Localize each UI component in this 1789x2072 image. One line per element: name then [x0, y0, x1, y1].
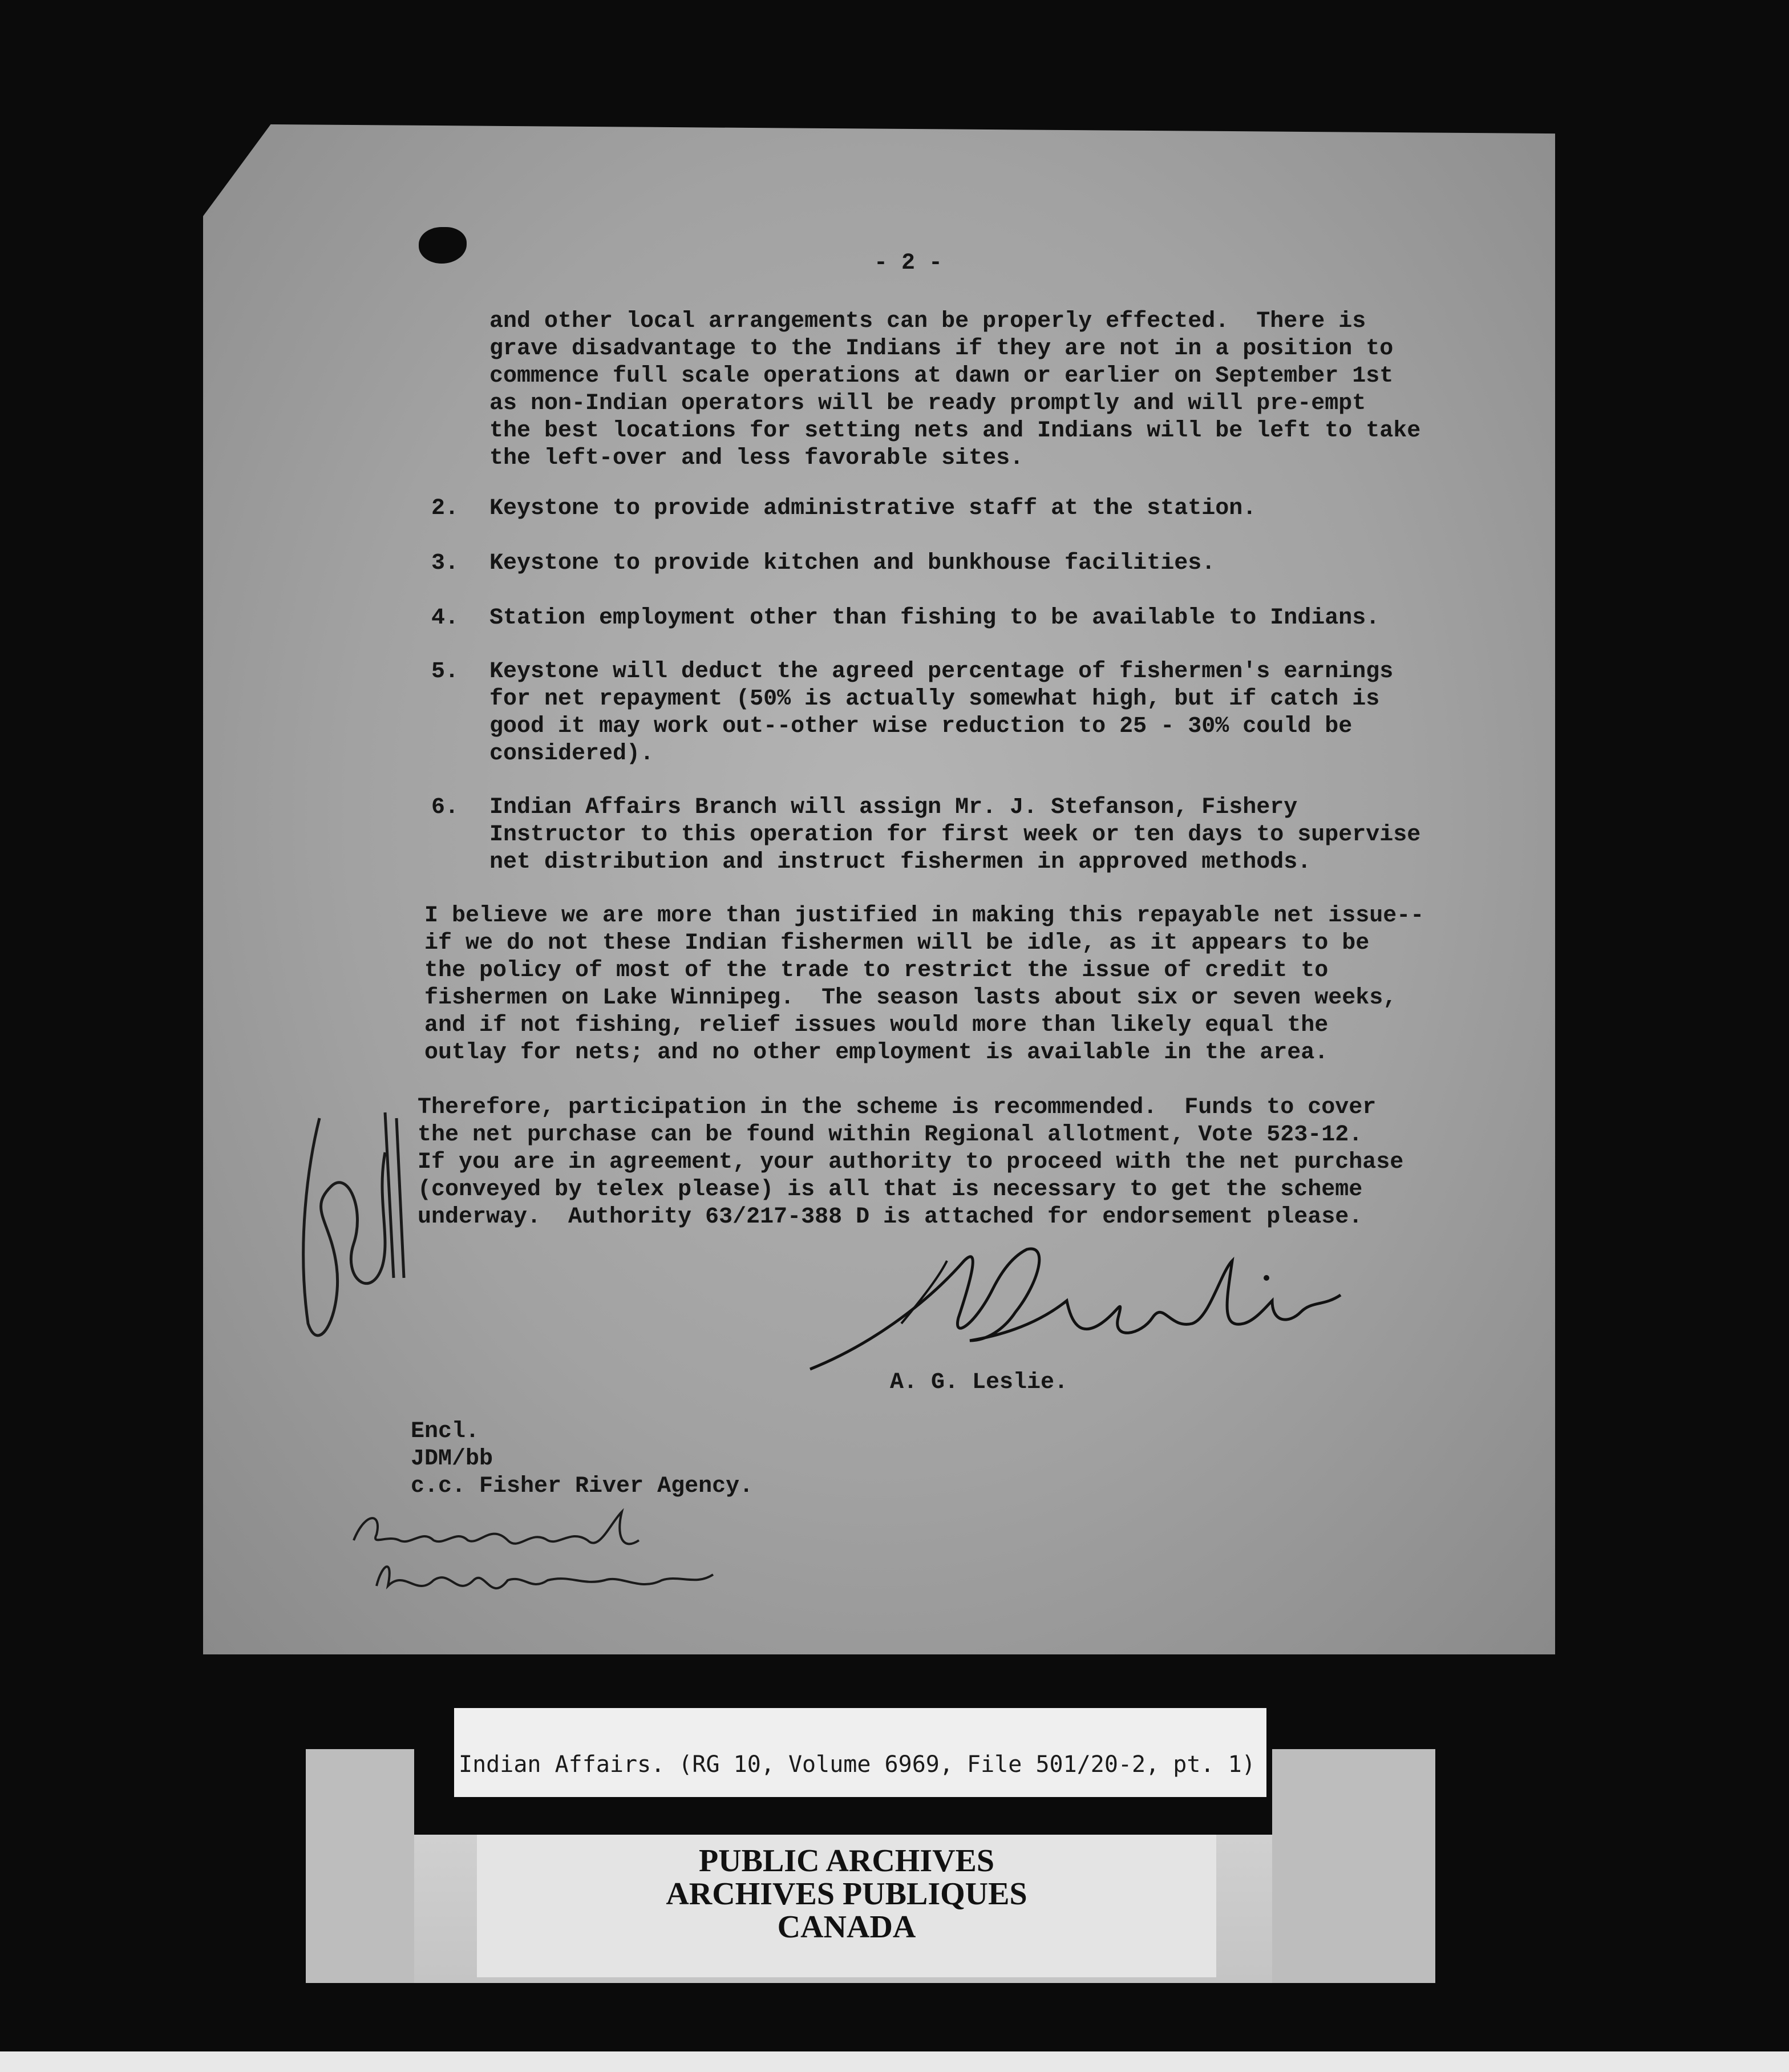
paragraph-line: the net purchase can be found within Regional allotment, Vote 523-12.	[418, 1122, 1363, 1148]
continuation-line: the best locations for setting nets and Indians will be left to take	[489, 418, 1421, 444]
paragraph-line: fishermen on Lake Winnipeg. The season lasts about six or seven weeks,	[424, 985, 1397, 1011]
item-number: 2.	[431, 496, 459, 521]
item-line: net distribution and instruct fishermen in approved methods.	[489, 849, 1312, 875]
continuation-line: the left-over and less favorable sites.	[489, 446, 1024, 471]
continuation-line: grave disadvantage to the Indians if they are not in a position to	[489, 336, 1394, 362]
archive-reference: Indian Affairs. (RG 10, Volume 6969, File 501/20-2, pt. 1)	[459, 1751, 1256, 1778]
item-line: for net repayment (50% is actually somewhat high, but if catch is	[489, 686, 1380, 712]
tray-left-edge	[306, 1749, 414, 1983]
item-line: considered).	[489, 741, 654, 767]
item-line: Station employment other than fishing to be available to Indians.	[489, 605, 1380, 631]
continuation-line: as non-Indian operators will be ready promptly and will pre-empt	[489, 391, 1366, 416]
initials-note: JDM/bb	[411, 1446, 493, 1472]
tray-right-edge	[1272, 1749, 1435, 1983]
paragraph-line: the policy of most of the trade to restrict the issue of credit to	[424, 958, 1329, 984]
continuation-line: commence full scale operations at dawn or earlier on September 1st	[489, 363, 1394, 389]
enclosure-note: Encl.	[411, 1419, 480, 1444]
stamp-line-country: CANADA	[777, 1909, 916, 1945]
cc-note: c.c. Fisher River Agency.	[411, 1474, 754, 1499]
paragraph-line: (conveyed by telex please) is all that is necessary to get the scheme	[418, 1177, 1363, 1203]
handwritten-recommendation	[342, 1500, 730, 1614]
item-line: Instructor to this operation for first week or ten days to supervise	[489, 822, 1421, 848]
item-number: 6.	[431, 795, 459, 820]
paragraph-line: underway. Authority 63/217-388 D is attached for endorsement please.	[418, 1204, 1363, 1230]
item-line: good it may work out--other wise reduction to 25 - 30% could be	[489, 714, 1353, 739]
item-number: 4.	[431, 605, 459, 631]
paragraph-line: outlay for nets; and no other employment is available in the area.	[424, 1040, 1329, 1066]
item-number: 3.	[431, 551, 459, 576]
item-line: Keystone will deduct the agreed percentage of fishermen's earnings	[489, 659, 1394, 685]
signatory-name: A. G. Leslie.	[890, 1370, 1068, 1395]
stamp-line-french: ARCHIVES PUBLIQUES	[666, 1876, 1027, 1912]
leslie-signature	[799, 1238, 1358, 1386]
item-line: Indian Affairs Branch will assign Mr. J. Stefanson, Fishery	[489, 795, 1298, 820]
continuation-line: and other local arrangements can be properly effected. There is	[489, 309, 1366, 334]
paragraph-line: and if not fishing, relief issues would more than likely equal the	[424, 1013, 1329, 1038]
paragraph-line: If you are in agreement, your authority to proceed with the net purchase	[418, 1150, 1404, 1175]
item-line: Keystone to provide kitchen and bunkhouse facilities.	[489, 551, 1216, 576]
item-line: Keystone to provide administrative staff at the station.	[489, 496, 1257, 521]
paragraph-line: Therefore, participation in the scheme is recommended. Funds to cover	[418, 1095, 1377, 1120]
page-number: - 2 -	[874, 250, 943, 276]
paragraph-line: if we do not these Indian fishermen will be idle, as it appears to be	[424, 930, 1370, 956]
paragraph-line: I believe we are more than justified in making this repayable net issue--	[424, 903, 1424, 929]
scan-bottom-edge	[0, 2051, 1789, 2072]
item-number: 5.	[431, 659, 459, 685]
stamp-line-english: PUBLIC ARCHIVES	[698, 1843, 995, 1879]
initials-signature	[285, 1095, 416, 1358]
